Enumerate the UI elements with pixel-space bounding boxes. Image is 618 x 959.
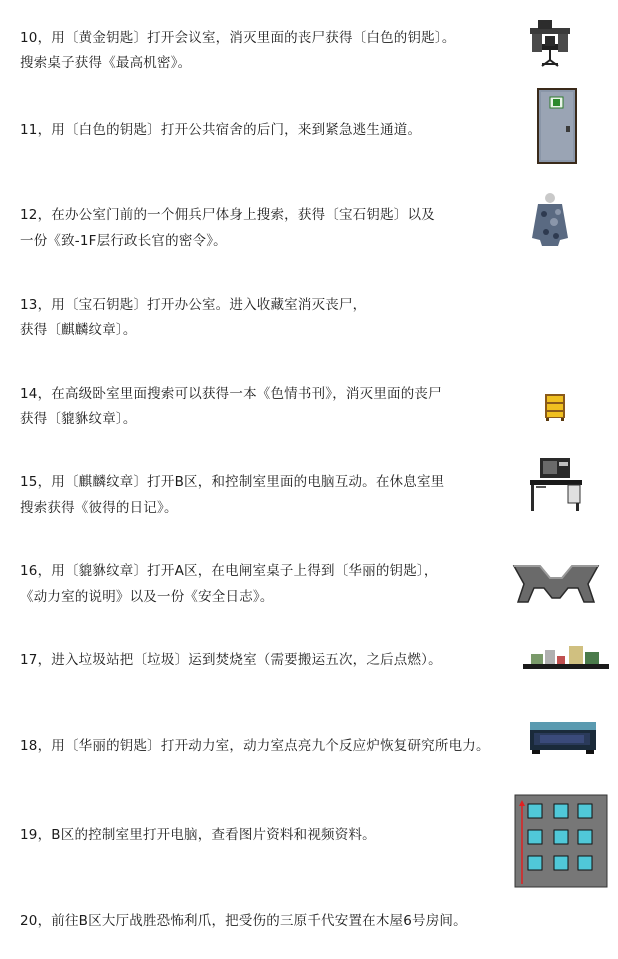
- step-12-line-1: 12，在办公室门前的一个佣兵尸体身上搜索，获得〔宝石钥匙〕以及: [20, 207, 435, 223]
- step-19-line-1: 19，B区的控制室里打开电脑，查看图片资料和视频资料。: [20, 827, 376, 843]
- step-11-line-1: 11，用〔白色的钥匙〕打开公共宿舍的后门，来到紧急逃生通道。: [20, 122, 422, 138]
- step-10-line-1: 10，用〔黄金钥匙〕打开会议室，消灭里面的丧尸获得〔白色的钥匙〕。: [20, 30, 456, 46]
- step-10-line-2: 搜索桌子获得《最高机密》。: [20, 55, 192, 71]
- office-desk-icon: [528, 18, 574, 70]
- step-20-line-1: 20，前往B区大厅战胜恐怖利爪，把受伤的三原千代安置在木屋6号房间。: [20, 913, 467, 929]
- step-17-line-1: 17，进入垃圾站把〔垃圾〕运到焚烧室（需要搬运五次，之后点燃）。: [20, 652, 442, 668]
- step-14-line-2: 获得〔貔貅纹章〕。: [20, 411, 137, 427]
- step-13-line-2: 获得〔麒麟纹章〕。: [20, 322, 137, 338]
- step-16-line-1: 16，用〔貔貅纹章〕打开A区，在电闸室桌子上得到〔华丽的钥匙〕，: [20, 563, 438, 579]
- step-13-line-1: 13，用〔宝石钥匙〕打开办公室。进入收藏室消灭丧尸，: [20, 297, 367, 313]
- bent-table-icon: [510, 560, 602, 606]
- computer-desk-icon: [528, 456, 584, 514]
- step-15-line-2: 搜索获得《彼得的日记》。: [20, 500, 178, 516]
- step-15-line-1: 15，用〔麒麟纹章〕打开B区，和控制室里面的电脑互动。在休息室里: [20, 474, 445, 490]
- reactor-panel-map-icon: [514, 794, 608, 888]
- step-12-line-2: 一份《致-1F层行政长官的密令》。: [20, 233, 227, 249]
- step-16-line-2: 《动力室的说明》以及一份《安全日志》。: [20, 589, 274, 605]
- reactor-machine-icon: [528, 718, 598, 754]
- step-14-line-1: 14，在高级卧室里面搜索可以获得一本《色情书刊》，消灭里面的丧尸: [20, 386, 442, 402]
- small-cabinet-icon: [544, 393, 566, 421]
- step-18-line-1: 18，用〔华丽的钥匙〕打开动力室，动力室点亮九个反应炉恢复研究所电力。: [20, 738, 490, 754]
- emergency-door-icon: [537, 88, 577, 164]
- camo-jacket-icon: [530, 192, 570, 248]
- garbage-shelf-icon: [523, 644, 609, 670]
